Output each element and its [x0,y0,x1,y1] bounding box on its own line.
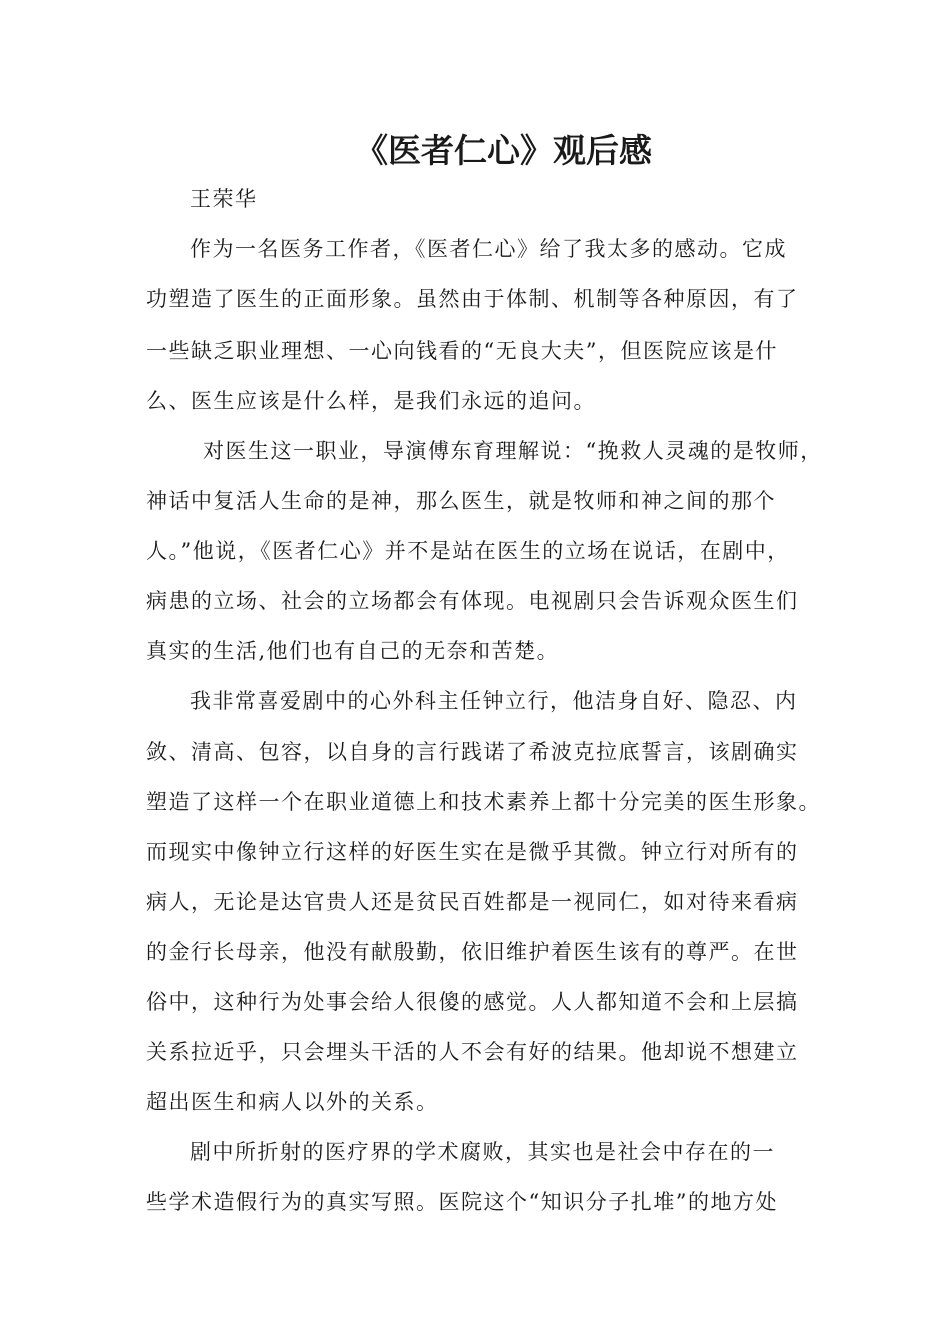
paragraph-line: 么、医生应该是什么样，是我们永远的追问。 [146,389,596,413]
paragraph-line: 病人，无论是达官贵人还是贫民百姓都是一视同仁，如对待来看病 [146,890,799,914]
paragraph-line: 俗中，这种行为处事会给人很傻的感觉。人人都知道不会和上层搞 [146,990,799,1014]
paragraph-line: 关系拉近乎，只会埋头干活的人不会有好的结果。他却说不想建立 [146,1040,799,1064]
paragraph-line: 功塑造了医生的正面形象。虽然由于体制、机制等各种原因，有了 [146,287,799,311]
paragraph-line: 些学术造假行为的真实写照。医院这个“知识分子扎堆”的地方处 [146,1190,778,1214]
paragraph-line: 超出医生和病人以外的关系。 [146,1090,439,1114]
paragraph-line: 塑造了这样一个在职业道德上和技术素养上都十分完美的医生形象。 [146,790,821,814]
paragraph-line: 病患的立场、社会的立场都会有体现。电视剧只会告诉观众医生们 [146,589,799,613]
paragraph-line: 敛、清高、包容，以自身的言行践诺了希波克拉底誓言，该剧确实 [146,740,799,764]
author-name: 王荣华 [190,187,258,211]
paragraph-line: 神话中复活人生命的是神，那么医生，就是牧师和神之间的那个 [146,489,776,513]
document-title: 《医者仁心》观后感 [355,131,652,170]
paragraph-line: 而现实中像钟立行这样的好医生实在是微乎其微。钟立行对所有的 [146,840,799,864]
paragraph-line: 对医生这一职业，导演傅东育理解说：“挽救人灵魂的是牧师， [203,439,823,463]
paragraph-line: 一些缺乏职业理想、一心向钱看的“无良大夫”，但医院应该是什 [146,339,778,363]
paragraph-line: 作为一名医务工作者，《医者仁心》给了我太多的感动。它成 [190,237,787,261]
paragraph-line: 我非常喜爱剧中的心外科主任钟立行，他洁身自好、隐忍、内 [190,689,798,713]
paragraph-line: 人。”他说，《医者仁心》并不是站在医生的立场在说话，在剧中， [146,539,790,563]
paragraph-line: 的金行长母亲，他没有献殷勤，依旧维护着医生该有的尊严。在世 [146,940,799,964]
paragraph-line: 剧中所折射的医疗界的学术腐败，其实也是社会中存在的一 [190,1140,775,1164]
paragraph-line: 真实的生活,他们也有自己的无奈和苦楚。 [146,639,560,663]
